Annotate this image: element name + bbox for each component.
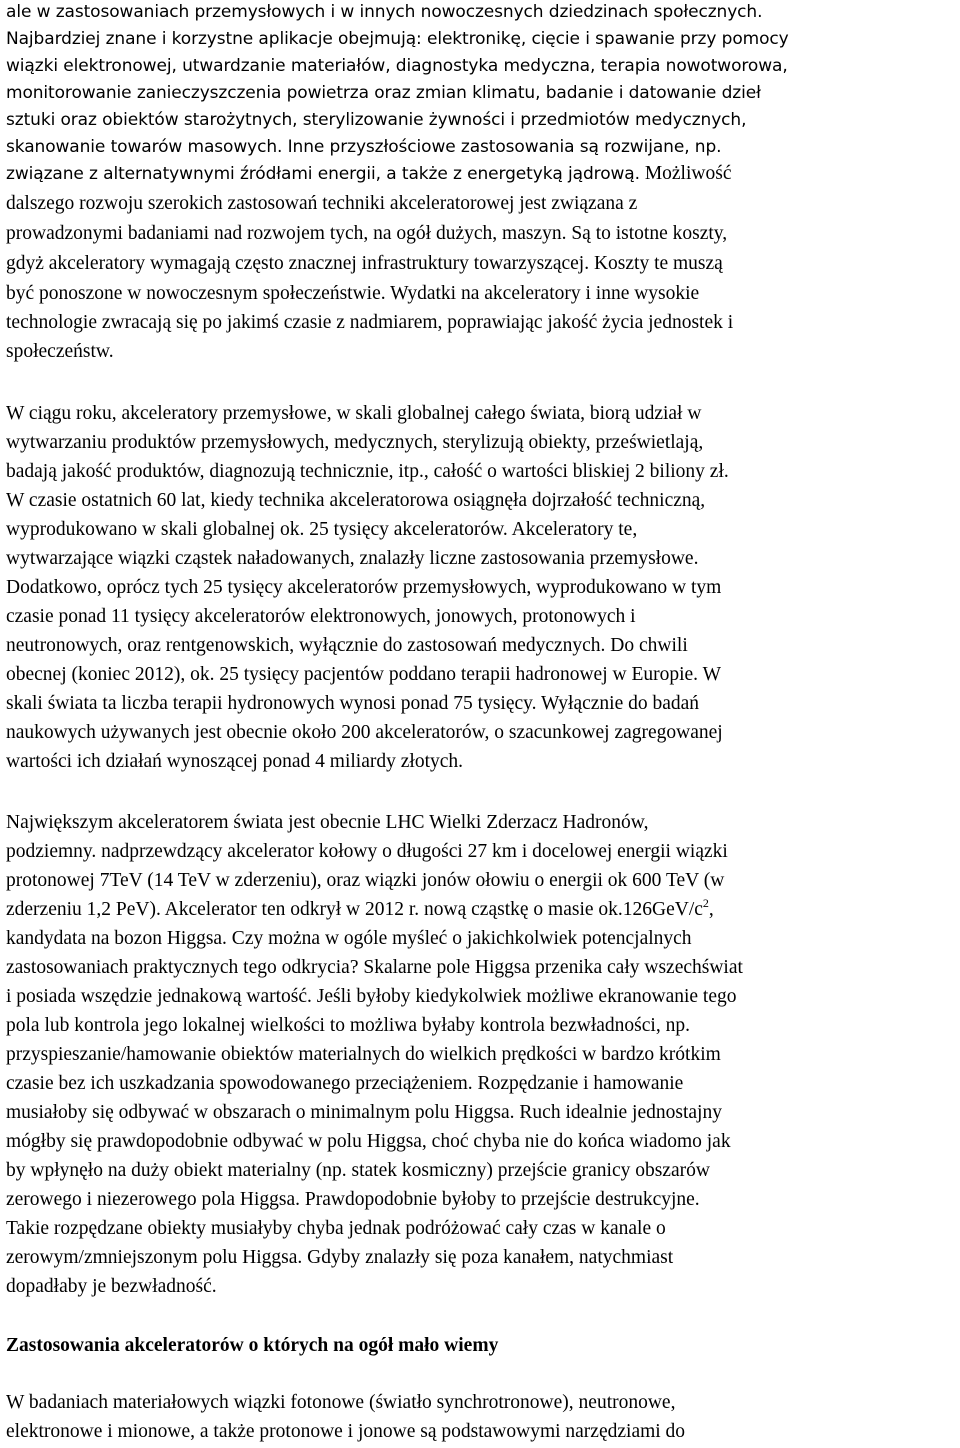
text-line: Dodatkowo, oprócz tych 25 tysięcy akceleratorów przemysłowych, wyprodukowano w tym bbox=[6, 577, 722, 598]
text-line: zastosowaniach praktycznych tego odkrycia? Skalarne pole Higgsa przenika cały wszechświat bbox=[6, 957, 743, 978]
text-line: obecnej (koniec 2012), ok. 25 tysięcy pacjentów poddano terapii hadronowej w Europie. W bbox=[6, 664, 721, 685]
section-heading: Zastosowania akceleratorów o których na ogół mało wiemy bbox=[6, 1335, 499, 1356]
text-line: dalszego rozwoju szerokich zastosowań techniki akceleratorowej jest związana z bbox=[6, 193, 638, 214]
text-line bbox=[6, 898, 714, 922]
text-line: gdyż akceleratory wymagają często znacznej infrastruktury towarzyszącej. Koszty te muszą bbox=[6, 253, 723, 274]
text-line: W czasie ostatnich 60 lat, kiedy technika akceleratorowa osiągnęła dojrzałość techniczną, bbox=[6, 490, 706, 511]
text-line: prowadzonymi badaniami nad rozwojem tych, na ogół dużych, maszyn. Są to istotne koszty, bbox=[6, 223, 728, 244]
text-line: protonowej 7TeV (14 TeV w zderzeniu), oraz wiązki jonów ołowiu o energii ok 600 TeV (w bbox=[6, 870, 725, 891]
text-line: monitorowanie zanieczyszczenia powietrza oraz zmian klimatu, badanie i datowanie dzieł bbox=[6, 83, 761, 103]
text-line: Takie rozpędzane obiekty musiałyby chyba jednak podróżować cały czas w kanale o bbox=[6, 1218, 666, 1239]
text-line: sztuki oraz obiektów starożytnych, sterylizowanie żywności i przedmiotów medycznych, bbox=[6, 110, 747, 130]
text-line: społeczeństw. bbox=[6, 341, 114, 362]
text-line: czasie bez ich uszkadzania spowodowanego przeciążeniem. Rozpędzanie i hamowanie bbox=[6, 1073, 684, 1094]
text-line: przyspieszanie/hamowanie obiektów materialnych do wielkich prędkości w bardzo krótkim bbox=[6, 1044, 721, 1065]
text-line: pola lub kontrola jego lokalnej wielkości to możliwa byłaby kontrola bezwładności, np. bbox=[6, 1015, 690, 1036]
text-line: ale w zastosowaniach przemysłowych i w innych nowoczesnych dziedzinach społecznych. bbox=[6, 2, 763, 22]
superscript: 2 bbox=[702, 896, 709, 910]
text-line: zerowym/zmniejszonym polu Higgsa. Gdyby znalazły się poza kanałem, natychmiast bbox=[6, 1247, 674, 1268]
text-line: wytwarzaniu produktów przemysłowych, medycznych, sterylizują obiekty, prześwietlają, bbox=[6, 432, 704, 453]
text-line: podziemny. nadprzewdzący akcelerator kołowy o długości 27 km i docelowej energii wiązki bbox=[6, 841, 728, 862]
text-segment: , bbox=[708, 899, 714, 920]
text-line: Największym akceleratorem świata jest obecnie LHC Wielki Zderzacz Hadronów, bbox=[6, 812, 649, 833]
text-line: skanowanie towarów masowych. Inne przyszłościowe zastosowania są rozwijane, np. bbox=[6, 137, 722, 157]
text-line: wytwarzające wiązki cząstek naładowanych, znalazły liczne zastosowania przemysłowe. bbox=[6, 548, 699, 569]
text-line bbox=[6, 162, 731, 186]
text-line: musiałoby się odbywać w obszarach o minimalnym polu Higgsa. Ruch idealnie jednostajny bbox=[6, 1102, 722, 1123]
text-line: naukowych używanych jest obecnie około 200 akceleratorów, o szacunkowej zagregowanej bbox=[6, 722, 723, 743]
text-line: W badaniach materiałowych wiązki fotonowe (światło synchrotronowe), neutronowe, bbox=[6, 1392, 676, 1413]
text-segment: zderzeniu 1,2 PeV). Akcelerator ten odkrył w 2012 r. nową cząstkę o masie ok.126GeV/c bbox=[6, 899, 703, 920]
text-line: Najbardziej znane i korzystne aplikacje obejmują: elektronikę, cięcie i spawanie przy pomocy bbox=[6, 29, 789, 49]
text-line: W ciągu roku, akceleratory przemysłowe, w skali globalnej całego świata, biorą udział w bbox=[6, 403, 702, 424]
text-line: elektronowe i mionowe, a także protonowe i jonowe są podstawowymi narzędziami do bbox=[6, 1421, 686, 1442]
text-line: wiązki elektronowej, utwardzanie materiałów, diagnostyka medyczna, terapia nowotworowa, bbox=[6, 56, 788, 76]
text-line: by wpłynęło na duży obiekt materialny (np. statek kosmiczny) przejście granicy obszarów bbox=[6, 1160, 710, 1181]
text-line: zerowego i niezerowego pola Higgsa. Prawdopodobnie byłoby to przejście destrukcyjne. bbox=[6, 1189, 700, 1210]
text-line: czasie ponad 11 tysięcy akceleratorów elektronowych, jonowych, protonowych i bbox=[6, 606, 636, 627]
text-line: wyprodukowano w skali globalnej ok. 25 tysięcy akceleratorów. Akceleratory te, bbox=[6, 519, 638, 540]
text-segment: Możliwość bbox=[644, 163, 732, 184]
text-line: dopadłaby je bezwładność. bbox=[6, 1276, 217, 1297]
text-line: skali świata ta liczba terapii hydronowych wynosi ponad 75 tysięcy. Wyłącznie do badań bbox=[6, 693, 700, 714]
text-line: technologie zwracają się po jakimś czasie z nadmiarem, poprawiając jakość życia jednostek i bbox=[6, 312, 734, 333]
text-line: mógłby się prawdopodobnie odbywać w polu Higgsa, choć chyba nie do końca wiadomo jak bbox=[6, 1131, 731, 1152]
text-segment: związane z alternatywnymi źródłami energii, a także z energetyką jądrową. bbox=[6, 164, 640, 184]
text-line: i posiada wszędzie jednakową wartość. Jeśli byłoby kiedykolwiek możliwe ekranowanie tego bbox=[6, 986, 737, 1007]
text-line: być ponoszone w nowoczesnym społeczeństwie. Wydatki na akceleratory i inne wysokie bbox=[6, 283, 700, 304]
text-line: badają jakość produktów, diagnozują technicznie, itp., całość o wartości bliskiej 2 biliony zł. bbox=[6, 461, 729, 482]
text-line: neutronowych, oraz rentgenowskich, wyłącznie do zastosowań medycznych. Do chwili bbox=[6, 635, 688, 656]
text-line: wartości ich działań wynoszącej ponad 4 miliardy złotych. bbox=[6, 751, 464, 772]
text-line: kandydata na bozon Higgsa. Czy można w ogóle myśleć o jakichkolwiek potencjalnych bbox=[6, 928, 692, 949]
